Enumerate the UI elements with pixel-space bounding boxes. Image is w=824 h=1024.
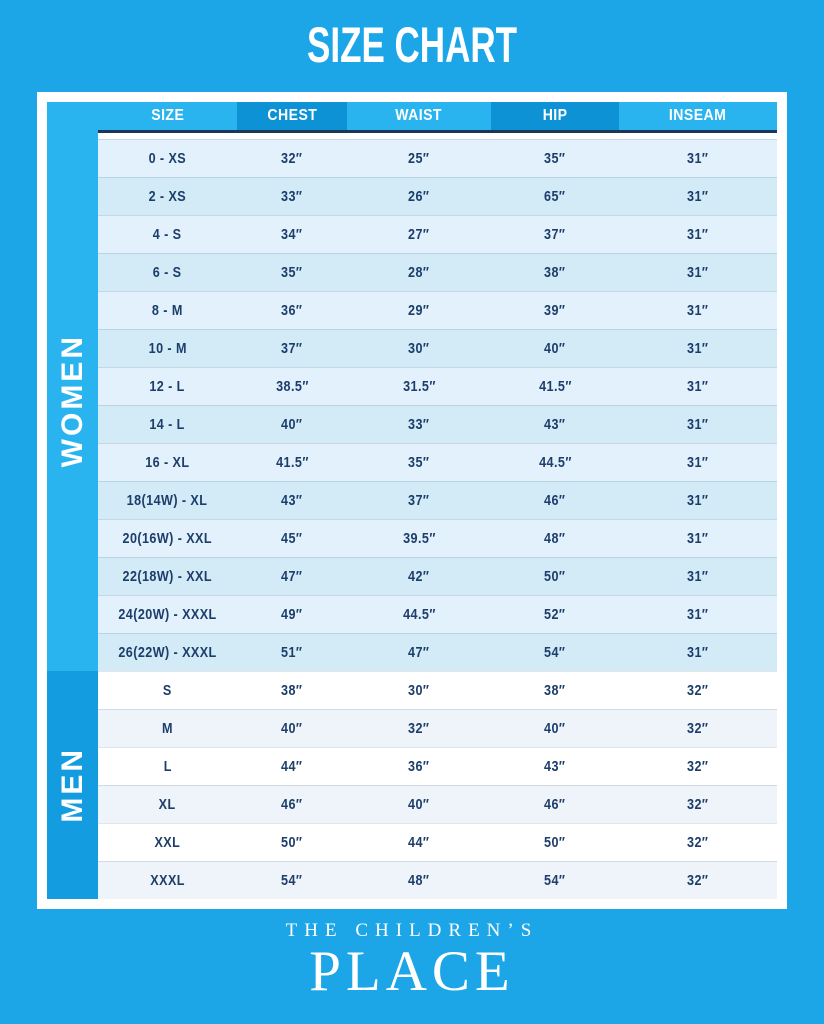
cell-size: 22(18W) - XXL: [122, 568, 213, 585]
cell-chest: 38.5″: [275, 378, 309, 395]
cell-chest: 40″: [281, 720, 303, 737]
cell-size: XL: [159, 796, 176, 813]
cell-chest: 47″: [281, 568, 303, 585]
cell-size: L: [163, 758, 172, 775]
table-row: [98, 215, 777, 253]
cell-hip: 50″: [544, 834, 566, 851]
cell-hip: 46″: [544, 492, 566, 509]
cell-chest: 43″: [281, 492, 303, 509]
cell-size: XXXL: [150, 872, 185, 889]
cell-inseam: 31″: [687, 644, 709, 661]
cell-inseam: 32″: [687, 872, 709, 889]
cell-inseam: 31″: [687, 264, 709, 281]
cell-size: 18(14W) - XL: [127, 492, 208, 509]
cell-chest: 41.5″: [275, 454, 309, 471]
table-row: [98, 861, 777, 899]
cell-hip: 50″: [544, 568, 566, 585]
cell-waist: 42″: [408, 568, 430, 585]
cell-hip: 41.5″: [538, 378, 572, 395]
cell-waist: 31.5″: [402, 378, 436, 395]
cell-chest: 44″: [281, 758, 303, 775]
cell-chest: 45″: [281, 530, 303, 547]
cell-hip: 40″: [544, 340, 566, 357]
cell-inseam: 31″: [687, 378, 709, 395]
cell-waist: 26″: [408, 188, 430, 205]
cell-inseam: 31″: [687, 302, 709, 319]
cell-waist: 27″: [408, 226, 430, 243]
cell-hip: 39″: [544, 302, 566, 319]
cell-inseam: 32″: [687, 834, 709, 851]
cell-size: 24(20W) - XXXL: [118, 606, 217, 623]
header-cell-waist: WAIST: [347, 102, 491, 130]
cell-hip: 54″: [544, 644, 566, 661]
cell-inseam: 31″: [687, 150, 709, 167]
cell-chest: 34″: [281, 226, 303, 243]
cell-size: M: [162, 720, 173, 737]
header-corner-cell: [47, 102, 98, 130]
cell-waist: 44″: [408, 834, 430, 851]
cell-inseam: 31″: [687, 454, 709, 471]
cell-hip: 65″: [544, 188, 566, 205]
cell-waist: 35″: [408, 454, 430, 471]
table-row: [98, 329, 777, 367]
table-row: [98, 747, 777, 785]
cell-hip: 37″: [544, 226, 566, 243]
cell-hip: 52″: [544, 606, 566, 623]
cell-waist: 36″: [408, 758, 430, 775]
table-row: [98, 709, 777, 747]
cell-inseam: 31″: [687, 530, 709, 547]
cell-inseam: 32″: [687, 758, 709, 775]
page-header: [0, 16, 824, 74]
table-body: [47, 130, 777, 899]
table-row: [98, 519, 777, 557]
brand-footer: [0, 920, 824, 1003]
cell-size: 8 - M: [152, 302, 183, 319]
cell-size: 10 - M: [148, 340, 187, 357]
cell-hip: 43″: [544, 416, 566, 433]
cell-chest: 50″: [281, 834, 303, 851]
cell-waist: 30″: [408, 340, 430, 357]
brand-name-bottom: PLACE: [309, 940, 515, 1003]
header-cell-chest: CHEST: [237, 102, 347, 130]
cell-size: 26(22W) - XXXL: [118, 644, 217, 661]
cell-hip: 38″: [544, 682, 566, 699]
table-row: [98, 671, 777, 709]
cell-chest: 37″: [281, 340, 303, 357]
cell-inseam: 31″: [687, 568, 709, 585]
cell-chest: 32″: [281, 150, 303, 167]
table-row: [98, 633, 777, 671]
size-chart-frame: [37, 92, 787, 909]
table-row: [98, 367, 777, 405]
cell-chest: 46″: [281, 796, 303, 813]
cell-waist: 28″: [408, 264, 430, 281]
cell-chest: 40″: [281, 416, 303, 433]
cell-waist: 25″: [408, 150, 430, 167]
cell-hip: 38″: [544, 264, 566, 281]
cell-waist: 40″: [408, 796, 430, 813]
cell-inseam: 32″: [687, 720, 709, 737]
brand-name-top: THE CHILDREN’S: [285, 920, 539, 941]
cell-waist: 37″: [408, 492, 430, 509]
cell-chest: 49″: [281, 606, 303, 623]
cell-chest: 35″: [281, 264, 303, 281]
table-row: [98, 291, 777, 329]
cell-waist: 48″: [408, 872, 430, 889]
cell-hip: 35″: [544, 150, 566, 167]
table-row: [98, 253, 777, 291]
header-cell-inseam: INSEAM: [619, 102, 777, 130]
cell-size: XXL: [154, 834, 181, 851]
sidebar-label-men: MEN: [55, 747, 89, 823]
cell-size: 14 - L: [149, 416, 186, 433]
cell-size: 2 - XS: [148, 188, 187, 205]
cell-inseam: 32″: [687, 682, 709, 699]
cell-inseam: 31″: [687, 606, 709, 623]
table-header-row: [47, 102, 777, 130]
cell-inseam: 31″: [687, 416, 709, 433]
cell-waist: 39.5″: [402, 530, 436, 547]
cell-hip: 46″: [544, 796, 566, 813]
table-row: [98, 139, 777, 177]
cell-size: 6 - S: [153, 264, 182, 281]
table-row: [98, 177, 777, 215]
cell-size: 4 - S: [153, 226, 182, 243]
cell-size: 12 - L: [149, 378, 186, 395]
cell-waist: 44.5″: [402, 606, 436, 623]
cell-inseam: 31″: [687, 492, 709, 509]
table-row: [98, 785, 777, 823]
cell-waist: 32″: [408, 720, 430, 737]
table-rows-panel: [98, 130, 777, 899]
cell-waist: 29″: [408, 302, 430, 319]
cell-chest: 51″: [281, 644, 303, 661]
cell-chest: 36″: [281, 302, 303, 319]
table-row: [98, 481, 777, 519]
cell-chest: 38″: [281, 682, 303, 699]
sidebar-section-women: [47, 130, 98, 671]
header-cell-size: SIZE: [98, 102, 237, 130]
cell-inseam: 31″: [687, 226, 709, 243]
cell-size: 0 - XS: [148, 150, 187, 167]
cell-size: 16 - XL: [145, 454, 190, 471]
cell-size: S: [163, 682, 172, 699]
cell-inseam: 31″: [687, 340, 709, 357]
cell-hip: 43″: [544, 758, 566, 775]
table-row: [98, 595, 777, 633]
cell-chest: 33″: [281, 188, 303, 205]
table-row: [98, 443, 777, 481]
cell-hip: 54″: [544, 872, 566, 889]
cell-size: 20(16W) - XXL: [122, 530, 213, 547]
sidebar-section-men: [47, 671, 98, 899]
cell-waist: 33″: [408, 416, 430, 433]
cell-waist: 47″: [408, 644, 430, 661]
table-row: [98, 823, 777, 861]
page-title: SIZE CHART: [307, 17, 517, 73]
cell-hip: 44.5″: [538, 454, 572, 471]
header-cell-hip: HIP: [491, 102, 619, 130]
cell-inseam: 32″: [687, 796, 709, 813]
section-sidebar: [47, 130, 98, 899]
sidebar-label-women: WOMEN: [55, 333, 89, 468]
table-row: [98, 405, 777, 443]
cell-hip: 40″: [544, 720, 566, 737]
table-row: [98, 557, 777, 595]
cell-inseam: 31″: [687, 188, 709, 205]
cell-waist: 30″: [408, 682, 430, 699]
cell-hip: 48″: [544, 530, 566, 547]
cell-chest: 54″: [281, 872, 303, 889]
